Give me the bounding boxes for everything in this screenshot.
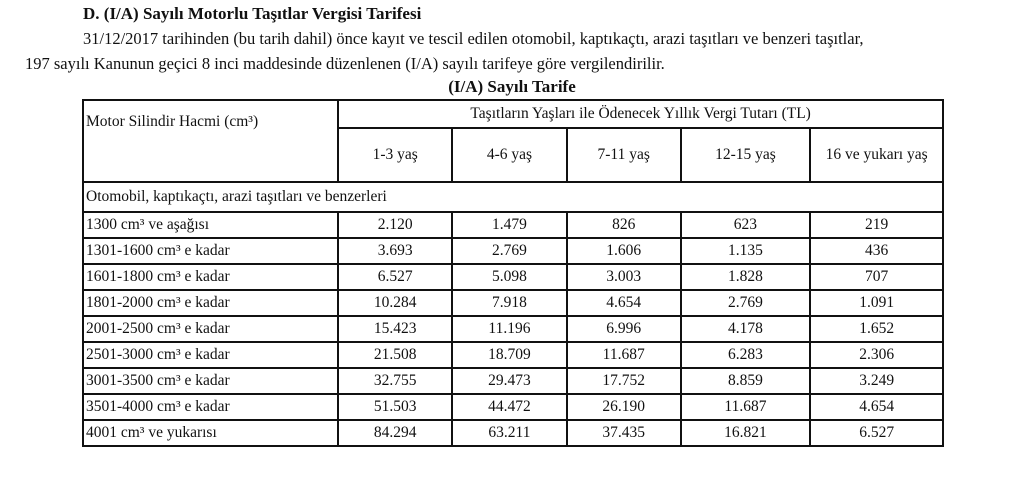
age-header-12-15: 12-15 yaş: [681, 128, 811, 182]
tax-amount-cell: 37.435: [567, 420, 681, 446]
tax-amount-cell: 623: [681, 212, 811, 238]
section-heading: D. (I/A) Sayılı Motorlu Taşıtlar Vergisi Tarifesi: [83, 4, 422, 23]
tax-amount-cell: 51.503: [338, 394, 452, 420]
table-row: [83, 290, 943, 316]
tax-amount-cell: 3.003: [567, 264, 681, 290]
engine-volume-cell: 1801-2000 cm³ e kadar: [83, 290, 338, 316]
engine-volume-cell: 3501-4000 cm³ e kadar: [83, 394, 338, 420]
tax-amount-cell: 1.606: [567, 238, 681, 264]
engine-volume-cell: 1301-1600 cm³ e kadar: [83, 238, 338, 264]
engine-volume-cell: 2001-2500 cm³ e kadar: [83, 316, 338, 342]
engine-volume-cell: 2501-3000 cm³ e kadar: [83, 342, 338, 368]
engine-volume-cell: 3001-3500 cm³ e kadar: [83, 368, 338, 394]
engine-volume-cell: 1601-1800 cm³ e kadar: [83, 264, 338, 290]
table-row: [83, 212, 943, 238]
tax-amount-cell: 4.654: [810, 394, 943, 420]
tax-amount-cell: 2.120: [338, 212, 452, 238]
table-row: [83, 394, 943, 420]
tax-amount-cell: 436: [810, 238, 943, 264]
tax-amount-cell: 17.752: [567, 368, 681, 394]
tax-amount-cell: 1.828: [681, 264, 811, 290]
tax-amount-cell: 707: [810, 264, 943, 290]
table-row: [83, 316, 943, 342]
tax-amount-cell: 1.135: [681, 238, 811, 264]
tax-amount-cell: 2.769: [452, 238, 567, 264]
table-body: [83, 212, 943, 446]
tax-amount-cell: 11.687: [681, 394, 811, 420]
tax-amount-cell: 6.527: [338, 264, 452, 290]
tax-amount-cell: 32.755: [338, 368, 452, 394]
engine-volume-cell: 1300 cm³ ve aşağısı: [83, 212, 338, 238]
tax-amount-cell: 26.190: [567, 394, 681, 420]
tax-amount-cell: 8.859: [681, 368, 811, 394]
vehicle-category-label: Otomobil, kaptıkaçtı, arazi taşıtları ve benzerleri: [83, 182, 943, 212]
tax-amount-cell: 7.918: [452, 290, 567, 316]
tax-amount-cell: 44.472: [452, 394, 567, 420]
tax-amount-cell: 5.098: [452, 264, 567, 290]
tax-amount-cell: 10.284: [338, 290, 452, 316]
tax-amount-cell: 1.652: [810, 316, 943, 342]
tax-amount-cell: 21.508: [338, 342, 452, 368]
table-title: (I/A) Sayılı Tarife: [448, 77, 576, 96]
tax-amount-cell: 2.306: [810, 342, 943, 368]
intro-text-line-2: 197 sayılı Kanunun geçici 8 inci maddesinde düzenlenen (I/A) sayılı tarifeye göre vergilendirilir.: [25, 54, 665, 73]
age-group-header: Taşıtların Yaşları ile Ödenecek Yıllık Vergi Tutarı (TL): [338, 100, 943, 128]
engine-volume-header: Motor Silindir Hacmi (cm³): [83, 100, 338, 182]
tax-tariff-table: [82, 99, 944, 447]
tax-amount-cell: 18.709: [452, 342, 567, 368]
age-header-7-11: 7-11 yaş: [567, 128, 681, 182]
engine-volume-cell: 4001 cm³ ve yukarısı: [83, 420, 338, 446]
tax-amount-cell: 15.423: [338, 316, 452, 342]
intro-text-line-1: 31/12/2017 tarihinden (bu tarih dahil) önce kayıt ve tescil edilen otomobil, kaptıkaçtı, arazi taşıtları ve benzeri taşıtlar,: [83, 29, 864, 48]
tax-amount-cell: 4.654: [567, 290, 681, 316]
tax-amount-cell: 3.693: [338, 238, 452, 264]
tax-amount-cell: 2.769: [681, 290, 811, 316]
tax-amount-cell: 1.091: [810, 290, 943, 316]
tax-amount-cell: 4.178: [681, 316, 811, 342]
tax-amount-cell: 16.821: [681, 420, 811, 446]
tax-amount-cell: 826: [567, 212, 681, 238]
tax-amount-cell: 11.687: [567, 342, 681, 368]
tax-amount-cell: 84.294: [338, 420, 452, 446]
tax-amount-cell: 6.996: [567, 316, 681, 342]
age-header-16-plus: 16 ve yukarı yaş: [810, 128, 943, 182]
table-header-row: [83, 100, 943, 128]
tax-amount-cell: 6.283: [681, 342, 811, 368]
table-row: [83, 238, 943, 264]
age-header-1-3: 1-3 yaş: [338, 128, 452, 182]
tax-amount-cell: 1.479: [452, 212, 567, 238]
table-row: [83, 368, 943, 394]
table-row: [83, 264, 943, 290]
tax-amount-cell: 6.527: [810, 420, 943, 446]
tax-amount-cell: 219: [810, 212, 943, 238]
table-row: [83, 342, 943, 368]
tax-amount-cell: 11.196: [452, 316, 567, 342]
tax-amount-cell: 63.211: [452, 420, 567, 446]
table-row: [83, 420, 943, 446]
section-row: [83, 182, 943, 212]
tax-amount-cell: 29.473: [452, 368, 567, 394]
age-header-4-6: 4-6 yaş: [452, 128, 567, 182]
tax-amount-cell: 3.249: [810, 368, 943, 394]
